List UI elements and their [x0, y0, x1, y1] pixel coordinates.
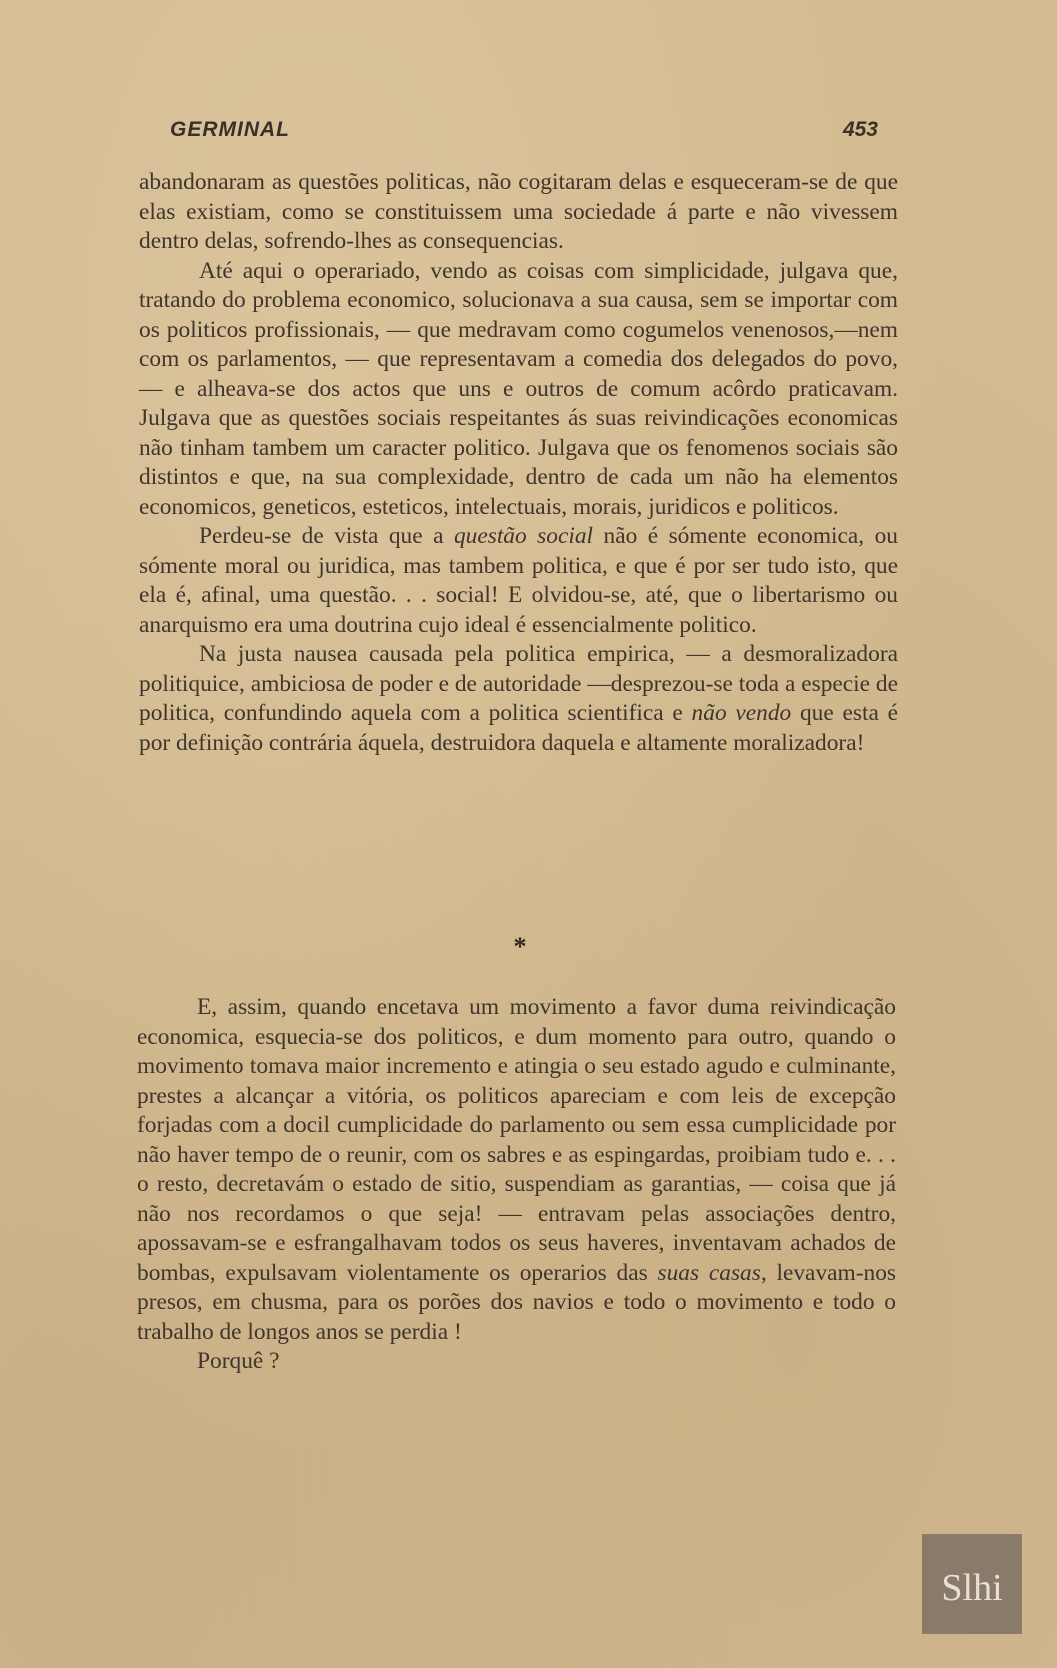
running-title: GERMINAL	[170, 118, 290, 141]
paragraph-1: abandonaram as questões politicas, não cogitaram delas e esqueceram-se de que elas existiam, como se constituissem uma sociedade á parte e não vivessem dentro delas, sofrendo-lhes as consequencias.	[139, 169, 898, 254]
paragraph-3	[139, 522, 898, 640]
paragraph-5-emphasis: suas casas	[657, 1259, 761, 1286]
library-logo	[922, 1534, 1022, 1634]
paragraph-3-emphasis: questão social	[453, 523, 594, 549]
svg-text:Slhi: Slhi	[941, 1567, 1003, 1609]
paragraph-2: Até aqui o operariado, vendo as coisas com simplicidade, julgava que, tratando do problema economico, solucionava a sua causa, sem se importar com os politicos profissionais, — que medravam como cogumelos venenosos,—nem com os parlamentos, — que representavam a comedia dos delegados do povo, — e alheava-se dos actos que uns e outros de comum acôrdo praticavam. Julgava que as questões sociais respeitantes ás suas reivindicações economicas não tinham tambem um caracter politico. Julgava que os fenomenos sociais são distintos e que, na sua complexidade, dentro de cada um não ha elementos economicos, geneticos, esteticos, intelectuais, morais, juridicos e politicos.	[139, 257, 898, 520]
paragraph-5-text-a: E, assim, quando encetava um movimento a favor duma reivindicação economica, esquecia-se dos politicos, e dum momento para outro, quando o movimento tomava maior incremento e atingia o seu estado agudo e culminante, prestes a alcançar a vitória, os politicos apareciam e com leis de excepção forjadas com a docil cumplicidade do parlamento ou sem essa cumplicidade por não haver tempo de o reunir, com os sabres e as espingardas, proibiam tudo e. . . o resto, decretavám o estado de sitio, suspendiam as garantias, — coisa que já não nos recordamos o que seja! — entravam pelas associações dentro, apossavam-se e esfrangalhavam todos os seus haveres, inventavam achados de bombas, expulsavam violentamente os operarios das	[137, 994, 896, 1286]
text-section-2	[137, 993, 896, 1377]
paragraph-5-text-b: , levavam-nos presos, em chusma, para os porões dos navios e todo o movimento e todo o trabalho de longos anos se perdia !	[137, 1259, 896, 1345]
paragraph-4-text-a: Na justa nausea causada pela politica empirica, — a desmoralizadora politiquice, ambiciosa de poder e de autoridade —desprezou-se toda a especie de politica, confundindo aquela com a politica scientifica e	[139, 641, 898, 726]
text-section-1	[139, 168, 898, 758]
library-logo-icon	[922, 1534, 1022, 1634]
paragraph-3-text-b: não é sómente economica, ou sómente moral ou juridica, mas tambem politica, e que é por ser tudo isto, que ela é, afinal, uma questão. . . social! E olvidou-se, até, que o libertarismo ou anarquismo era uma doutrina cujo ideal é essencialmente politico.	[139, 523, 898, 638]
running-head	[170, 118, 878, 148]
paragraph-4	[139, 640, 898, 758]
paragraph-5	[137, 993, 896, 1347]
page-number: 453	[842, 118, 878, 141]
paragraph-4-text-b: que esta é por definição contrária áquela, destruidora daquela e altamente moralizadora!	[139, 700, 898, 756]
section-separator: *	[513, 932, 527, 961]
paragraph-6: Porquê ?	[197, 1348, 280, 1374]
paragraph-3-text-a: Perdeu-se de vista que a	[199, 523, 454, 549]
paragraph-4-emphasis: não vendo	[691, 700, 792, 726]
